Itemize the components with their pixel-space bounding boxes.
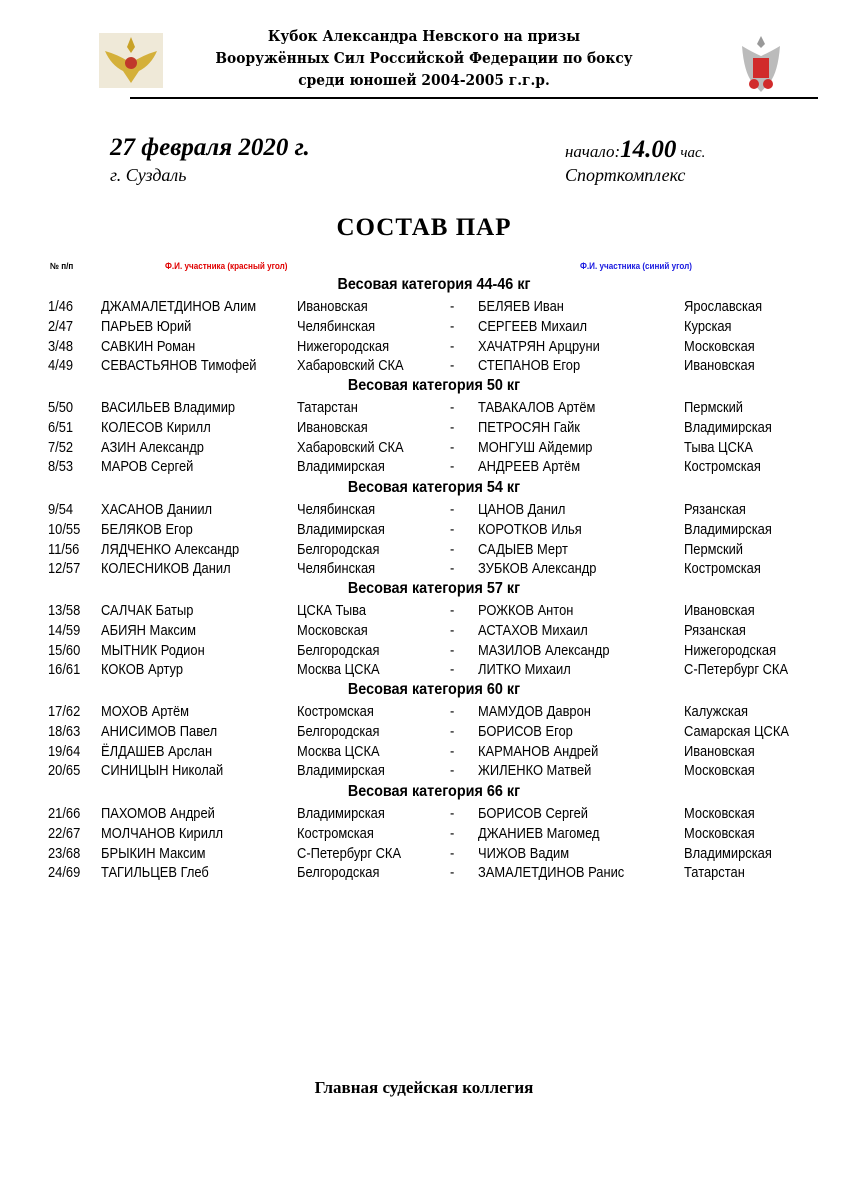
event-date: 27 февраля 2020 г.	[110, 134, 310, 161]
red-region: Владимирская	[297, 762, 385, 780]
header-line-2: Вооружённых Сил Российской Федерации по боксу	[215, 49, 633, 67]
red-name: МЫТНИК Родион	[101, 641, 205, 659]
blue-region: Ярославская	[684, 298, 763, 315]
separator: -	[450, 641, 455, 659]
bout-number: 2/47	[48, 317, 74, 335]
bout-number: 6/51	[48, 418, 74, 436]
bout-number: 14/59	[48, 621, 81, 639]
start-time-block	[565, 136, 705, 164]
bout-number: 3/48	[48, 337, 74, 355]
blue-region: Московская	[684, 762, 755, 780]
bout-number: 15/60	[48, 641, 81, 659]
blue-name: РОЖКОВ Антон	[478, 602, 574, 619]
blue-region: Калужская	[684, 703, 748, 720]
red-region: Челябинская	[297, 317, 376, 335]
red-name: СЕВАСТЬЯНОВ Тимофей	[101, 357, 257, 375]
blue-name: АСТАХОВ Михаил	[478, 621, 588, 639]
red-name: ЁЛДАШЕВ Арслан	[101, 742, 213, 760]
separator: -	[450, 762, 455, 780]
header-line-3: среди юношей 2004-2005 г.г.р.	[298, 71, 550, 89]
blue-name: КОРОТКОВ Илья	[478, 520, 582, 538]
blue-name: АНДРЕЕВ Артём	[478, 458, 581, 476]
column-header-blue-corner: Ф.И. участника (синий угол)	[580, 261, 693, 271]
red-region: Москва ЦСКА	[297, 742, 380, 760]
blue-name: ДЖАНИЕВ Магомед	[478, 824, 600, 842]
red-name: КОЛЕСНИКОВ Данил	[101, 560, 231, 578]
blue-name: МОНГУШ Айдемир	[478, 438, 593, 456]
separator: -	[450, 337, 455, 355]
red-region: ЦСКА Тыва	[297, 602, 367, 619]
blue-region: Владимирская	[684, 520, 772, 538]
blue-name: ХАЧАТРЯН Арцруни	[478, 337, 600, 355]
separator: -	[450, 560, 455, 578]
red-name: АБИЯН Максим	[101, 621, 196, 639]
blue-region: Пермский	[684, 399, 744, 416]
separator: -	[450, 540, 455, 558]
separator: -	[450, 298, 455, 315]
blue-region: С-Петербург СКА	[684, 661, 789, 679]
red-region: Владимирская	[297, 520, 385, 538]
event-city: г. Суздаль	[110, 165, 187, 185]
separator: -	[450, 661, 455, 679]
bout-number: 21/66	[48, 805, 81, 822]
separator: -	[450, 864, 455, 882]
start-label: начало:	[565, 142, 621, 161]
separator: -	[450, 438, 455, 456]
red-region: Хабаровский СКА	[297, 357, 404, 375]
red-name: ДЖАМАЛЕТДИНОВ Алим	[101, 298, 257, 315]
separator: -	[450, 742, 455, 760]
separator: -	[450, 357, 455, 375]
red-name: САЛЧАК Батыр	[101, 602, 194, 619]
red-name: АНИСИМОВ Павел	[101, 722, 218, 740]
red-name: МОХОВ Артём	[101, 703, 190, 720]
red-name: САВКИН Роман	[101, 337, 196, 355]
red-name: СИНИЦЫН Николай	[101, 762, 224, 780]
bout-number: 19/64	[48, 742, 81, 760]
red-name: ПАРЬЕВ Юрий	[101, 317, 192, 335]
red-name: БРЫКИН Максим	[101, 844, 206, 862]
header-divider	[130, 97, 818, 99]
red-name: ХАСАНОВ Даниил	[101, 501, 213, 518]
weight-category-header: Весовая категория 50 кг	[347, 377, 521, 394]
red-region: Белгородская	[297, 864, 380, 882]
blue-name: ЛИТКО Михаил	[478, 661, 571, 679]
blue-region: Владимирская	[684, 418, 772, 436]
start-time: 14.00	[620, 136, 677, 163]
bout-number: 9/54	[48, 501, 74, 518]
red-region: Нижегородская	[297, 337, 390, 355]
red-region: Челябинская	[297, 560, 376, 578]
blue-name: ЧИЖОВ Вадим	[478, 844, 570, 862]
bout-number: 24/69	[48, 864, 81, 882]
separator: -	[450, 722, 455, 740]
blue-region: Ивановская	[684, 602, 755, 619]
weight-category-header: Весовая категория 57 кг	[347, 580, 521, 597]
red-name: ПАХОМОВ Андрей	[101, 805, 215, 822]
separator: -	[450, 501, 455, 518]
blue-name: БОРИСОВ Егор	[478, 722, 573, 740]
bout-number: 22/67	[48, 824, 81, 842]
red-region: Татарстан	[297, 399, 358, 416]
footer-signature: Главная судейская коллегия	[314, 1078, 534, 1097]
blue-name: МАМУДОВ Даврон	[478, 703, 591, 720]
page-title: СОСТАВ ПАР	[336, 214, 512, 241]
bout-number: 16/61	[48, 661, 81, 679]
red-region: Хабаровский СКА	[297, 438, 404, 456]
weight-category-header: Весовая категория 60 кг	[347, 681, 521, 698]
red-region: Владимирская	[297, 805, 385, 822]
blue-name: САДЫЕВ Мерт	[478, 540, 568, 558]
red-name: ЛЯДЧЕНКО Александр	[101, 540, 240, 558]
red-region: Ивановская	[297, 298, 368, 315]
bout-number: 8/53	[48, 458, 74, 476]
blue-region: Татарстан	[684, 864, 745, 882]
blue-region: Ивановская	[684, 357, 755, 375]
blue-name: ТАВАКАЛОВ Артём	[478, 399, 596, 416]
separator: -	[450, 520, 455, 538]
weight-category-header: Весовая категория 66 кг	[347, 783, 521, 800]
separator: -	[450, 844, 455, 862]
red-name: АЗИН Александр	[101, 438, 204, 456]
red-name: МОЛЧАНОВ Кирилл	[101, 824, 223, 842]
bout-number: 5/50	[48, 399, 74, 416]
separator: -	[450, 317, 455, 335]
start-unit: час.	[680, 145, 706, 161]
bout-number: 7/52	[48, 438, 74, 456]
blue-name: ЦАНОВ Данил	[478, 501, 566, 518]
blue-name: ЗУБКОВ Александр	[478, 560, 597, 578]
blue-name: ЗАМАЛЕТДИНОВ Ранис	[478, 864, 625, 882]
blue-name: БОРИСОВ Сергей	[478, 805, 588, 822]
blue-region: Костромская	[684, 458, 761, 476]
red-region: Белгородская	[297, 722, 380, 740]
red-region: Московская	[297, 621, 368, 639]
bout-number: 23/68	[48, 844, 81, 862]
blue-region: Самарская ЦСКА	[684, 722, 789, 740]
blue-region: Московская	[684, 805, 755, 822]
blue-region: Нижегородская	[684, 641, 777, 659]
separator: -	[450, 418, 455, 436]
red-region: Белгородская	[297, 641, 380, 659]
separator: -	[450, 602, 455, 619]
blue-name: КАРМАНОВ Андрей	[478, 742, 599, 760]
blue-region: Московская	[684, 337, 755, 355]
blue-region: Курская	[684, 317, 732, 335]
header-line-1: Кубок Александра Невского на призы	[267, 27, 581, 45]
bout-number: 18/63	[48, 722, 81, 740]
red-region: Челябинская	[297, 501, 376, 518]
separator: -	[450, 399, 455, 416]
bout-number: 20/65	[48, 762, 81, 780]
blue-region: Тыва ЦСКА	[684, 438, 754, 456]
column-header-red-corner: Ф.И. участника (красный угол)	[165, 261, 288, 271]
bout-number: 17/62	[48, 703, 81, 720]
blue-region: Пермский	[684, 540, 744, 558]
separator: -	[450, 458, 455, 476]
blue-name: БЕЛЯЕВ Иван	[478, 298, 564, 315]
blue-region: Владимирская	[684, 844, 772, 862]
separator: -	[450, 805, 455, 822]
red-region: Костромская	[297, 824, 374, 842]
weight-category-header: Весовая категория 54 кг	[347, 479, 521, 496]
red-name: МАРОВ Сергей	[101, 458, 194, 476]
bout-number: 12/57	[48, 560, 81, 578]
red-region: С-Петербург СКА	[297, 844, 402, 862]
separator: -	[450, 824, 455, 842]
blue-name: МАЗИЛОВ Александр	[478, 641, 610, 659]
red-region: Москва ЦСКА	[297, 661, 380, 679]
bout-number: 13/58	[48, 602, 81, 619]
separator: -	[450, 621, 455, 639]
blue-name: СЕРГЕЕВ Михаил	[478, 317, 588, 335]
column-header-number: № п/п	[50, 261, 74, 271]
bout-number: 4/49	[48, 357, 74, 375]
bout-number: 1/46	[48, 298, 74, 315]
blue-name: ЖИЛЕНКО Матвей	[478, 762, 592, 780]
red-name: ТАГИЛЬЦЕВ Глеб	[101, 864, 209, 882]
red-region: Владимирская	[297, 458, 385, 476]
bout-number: 11/56	[48, 540, 80, 558]
blue-region: Костромская	[684, 560, 761, 578]
blue-region: Рязанская	[684, 501, 746, 518]
blue-region: Ивановская	[684, 742, 755, 760]
blue-name: СТЕПАНОВ Егор	[478, 357, 581, 375]
red-name: БЕЛЯКОВ Егор	[101, 520, 193, 538]
red-region: Ивановская	[297, 418, 368, 436]
red-region: Белгородская	[297, 540, 380, 558]
red-name: ВАСИЛЬЕВ Владимир	[101, 399, 236, 416]
event-venue: Спорткомплекс	[565, 165, 686, 185]
bout-number: 10/55	[48, 520, 81, 538]
blue-region: Рязанская	[684, 621, 746, 639]
red-name: КОКОВ Артур	[101, 661, 184, 679]
weight-category-header: Весовая категория 44-46 кг	[337, 276, 531, 293]
separator: -	[450, 703, 455, 720]
blue-name: ПЕТРОСЯН Гайк	[478, 418, 580, 436]
blue-region: Московская	[684, 824, 755, 842]
red-name: КОЛЕСОВ Кирилл	[101, 418, 211, 436]
red-region: Костромская	[297, 703, 374, 720]
